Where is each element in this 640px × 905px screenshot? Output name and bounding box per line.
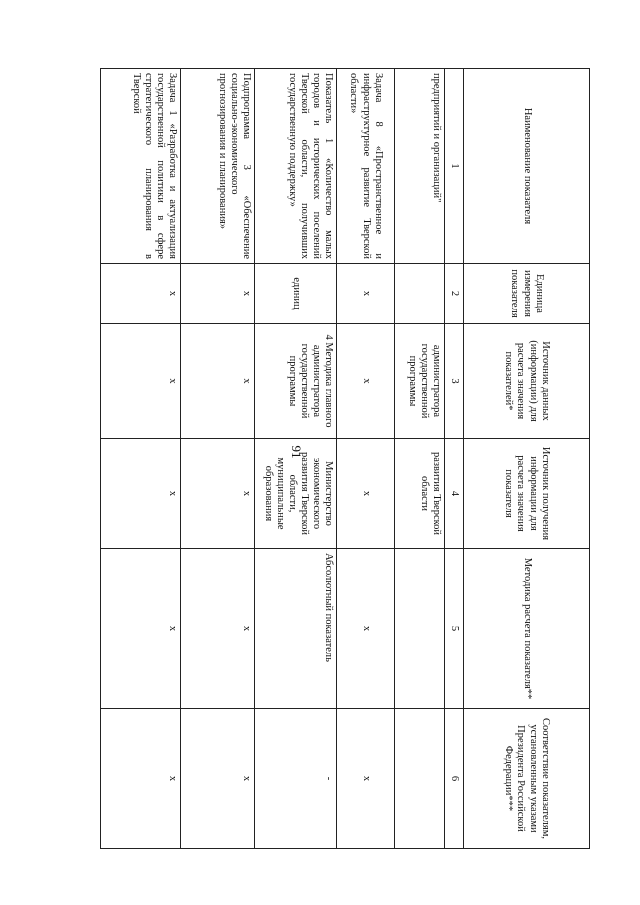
rotated-table-area: [100, 68, 590, 848]
method-cell: х: [337, 549, 395, 709]
column-number: 2: [445, 264, 464, 324]
indicator-name-cell: Показатель 1 «Количество малых городов и исторических поселений Тверской области, получивших государственную поддержку»: [255, 69, 337, 264]
header-data-source: Источник данных (информации) для расчета значения показателей*: [464, 324, 590, 439]
method-cell: [395, 549, 445, 709]
header-indicator-name: Наименование показателя: [464, 69, 590, 264]
header-unit: Единица измерения показателя: [464, 264, 590, 324]
method-cell: Абсолютный показатель: [255, 549, 337, 709]
info-source-cell: развития Тверской области: [395, 439, 445, 549]
table-row: [181, 69, 255, 849]
table-row: [255, 69, 337, 849]
method-cell: х: [101, 549, 181, 709]
data-source-cell: администратора государственной программы: [395, 324, 445, 439]
unit-cell: х: [337, 264, 395, 324]
info-source-cell: х: [337, 439, 395, 549]
data-source-cell: х: [101, 324, 181, 439]
compliance-cell: х: [101, 709, 181, 849]
column-number: 4: [445, 439, 464, 549]
info-source-cell: Министерство экономического развития Тверской области, муниципальные образования: [255, 439, 337, 549]
indicator-name-cell: Задача 8 «Пространственное и инфраструктурное развитие Тверской области»: [337, 69, 395, 264]
compliance-cell: [395, 709, 445, 849]
table-row: [395, 69, 445, 849]
data-source-cell: 4 Методика главного администратора государственной программы: [255, 324, 337, 439]
column-number: 3: [445, 324, 464, 439]
table-row: [101, 69, 181, 849]
compliance-cell: -: [255, 709, 337, 849]
indicators-table: [100, 68, 590, 849]
page-number: 91: [289, 445, 304, 459]
indicator-name-cell: Задача 1 «Разработка и актуализация государственной политики в сфере стратегического планирования в Тверской: [101, 69, 181, 264]
header-row: [464, 69, 590, 849]
column-number: 1: [445, 69, 464, 264]
header-info-source: Источник получения информации для расчета значения показателя: [464, 439, 590, 549]
indicator-name-cell: Подпрограмма 3 «Обеспечение социально-экономического прогнозирования и планирования»: [181, 69, 255, 264]
data-source-cell: х: [181, 324, 255, 439]
data-source-cell: х: [337, 324, 395, 439]
unit-cell: х: [101, 264, 181, 324]
compliance-cell: х: [337, 709, 395, 849]
method-cell: х: [181, 549, 255, 709]
indicator-name-cell: предприятий и организаций": [395, 69, 445, 264]
header-compliance: Соответствие показателям, установленным указами Президента Российской Федерации***: [464, 709, 590, 849]
unit-cell: единиц: [255, 264, 337, 324]
column-number-row: [445, 69, 464, 849]
column-number: 5: [445, 549, 464, 709]
unit-cell: [395, 264, 445, 324]
compliance-cell: х: [181, 709, 255, 849]
unit-cell: х: [181, 264, 255, 324]
header-method: Методика расчета показателя**: [464, 549, 590, 709]
table-row: [337, 69, 395, 849]
column-number: 6: [445, 709, 464, 849]
info-source-cell: х: [101, 439, 181, 549]
info-source-cell: х: [181, 439, 255, 549]
